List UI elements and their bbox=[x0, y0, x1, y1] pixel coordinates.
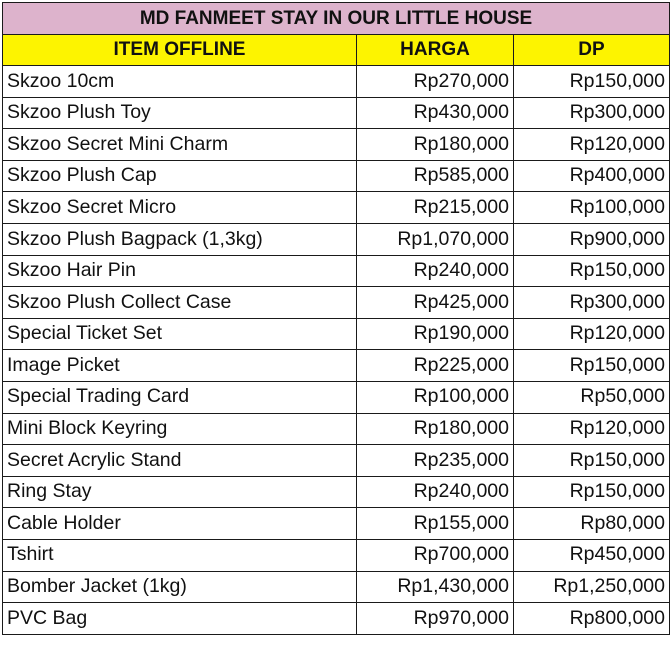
harga-cell: Rp700,000 bbox=[357, 539, 514, 571]
harga-cell: Rp180,000 bbox=[357, 413, 514, 445]
dp-cell: Rp800,000 bbox=[514, 603, 670, 635]
harga-cell: Rp970,000 bbox=[357, 603, 514, 635]
item-name-cell: Skzoo Secret Micro bbox=[3, 192, 357, 224]
column-header-item: ITEM OFFLINE bbox=[3, 35, 357, 66]
table-row bbox=[3, 571, 670, 603]
harga-cell: Rp1,070,000 bbox=[357, 223, 514, 255]
item-name-cell: Skzoo Hair Pin bbox=[3, 255, 357, 287]
harga-cell: Rp155,000 bbox=[357, 508, 514, 540]
table-row bbox=[3, 350, 670, 382]
harga-cell: Rp425,000 bbox=[357, 287, 514, 319]
dp-cell: Rp150,000 bbox=[514, 350, 670, 382]
item-name-cell: PVC Bag bbox=[3, 603, 357, 635]
table-row bbox=[3, 223, 670, 255]
dp-cell: Rp300,000 bbox=[514, 287, 670, 319]
dp-cell: Rp80,000 bbox=[514, 508, 670, 540]
column-header-harga: HARGA bbox=[357, 35, 514, 66]
table-row bbox=[3, 318, 670, 350]
harga-cell: Rp240,000 bbox=[357, 476, 514, 508]
item-name-cell: Image Picket bbox=[3, 350, 357, 382]
item-name-cell: Ring Stay bbox=[3, 476, 357, 508]
table-row bbox=[3, 413, 670, 445]
table-row bbox=[3, 381, 670, 413]
item-name-cell: Mini Block Keyring bbox=[3, 413, 357, 445]
item-name-cell: Skzoo Plush Cap bbox=[3, 160, 357, 192]
table-row bbox=[3, 287, 670, 319]
dp-cell: Rp50,000 bbox=[514, 381, 670, 413]
dp-cell: Rp300,000 bbox=[514, 97, 670, 129]
table-row bbox=[3, 445, 670, 477]
dp-cell: Rp150,000 bbox=[514, 66, 670, 98]
item-name-cell: Special Ticket Set bbox=[3, 318, 357, 350]
item-name-cell: Skzoo 10cm bbox=[3, 66, 357, 98]
dp-cell: Rp120,000 bbox=[514, 318, 670, 350]
header-row bbox=[3, 35, 670, 66]
dp-cell: Rp150,000 bbox=[514, 445, 670, 477]
dp-cell: Rp100,000 bbox=[514, 192, 670, 224]
dp-cell: Rp1,250,000 bbox=[514, 571, 670, 603]
item-name-cell: Skzoo Secret Mini Charm bbox=[3, 129, 357, 161]
harga-cell: Rp430,000 bbox=[357, 97, 514, 129]
table-row bbox=[3, 508, 670, 540]
item-name-cell: Skzoo Plush Toy bbox=[3, 97, 357, 129]
harga-cell: Rp240,000 bbox=[357, 255, 514, 287]
table-row bbox=[3, 129, 670, 161]
harga-cell: Rp235,000 bbox=[357, 445, 514, 477]
dp-cell: Rp150,000 bbox=[514, 255, 670, 287]
item-name-cell: Cable Holder bbox=[3, 508, 357, 540]
table-row bbox=[3, 97, 670, 129]
harga-cell: Rp1,430,000 bbox=[357, 571, 514, 603]
table-row bbox=[3, 539, 670, 571]
table-row bbox=[3, 192, 670, 224]
harga-cell: Rp585,000 bbox=[357, 160, 514, 192]
table-row bbox=[3, 603, 670, 635]
harga-cell: Rp100,000 bbox=[357, 381, 514, 413]
column-header-dp: DP bbox=[514, 35, 670, 66]
dp-cell: Rp400,000 bbox=[514, 160, 670, 192]
sheet-title: MD FANMEET STAY IN OUR LITTLE HOUSE bbox=[3, 3, 670, 35]
item-name-cell: Secret Acrylic Stand bbox=[3, 445, 357, 477]
item-name-cell: Tshirt bbox=[3, 539, 357, 571]
harga-cell: Rp270,000 bbox=[357, 66, 514, 98]
harga-cell: Rp180,000 bbox=[357, 129, 514, 161]
item-name-cell: Special Trading Card bbox=[3, 381, 357, 413]
table-body bbox=[3, 66, 670, 635]
table-row bbox=[3, 255, 670, 287]
item-name-cell: Skzoo Plush Bagpack (1,3kg) bbox=[3, 223, 357, 255]
item-name-cell: Skzoo Plush Collect Case bbox=[3, 287, 357, 319]
table-row bbox=[3, 476, 670, 508]
harga-cell: Rp190,000 bbox=[357, 318, 514, 350]
item-name-cell: Bomber Jacket (1kg) bbox=[3, 571, 357, 603]
dp-cell: Rp150,000 bbox=[514, 476, 670, 508]
price-list-table bbox=[2, 2, 670, 635]
table-row bbox=[3, 160, 670, 192]
dp-cell: Rp450,000 bbox=[514, 539, 670, 571]
harga-cell: Rp225,000 bbox=[357, 350, 514, 382]
dp-cell: Rp900,000 bbox=[514, 223, 670, 255]
dp-cell: Rp120,000 bbox=[514, 129, 670, 161]
dp-cell: Rp120,000 bbox=[514, 413, 670, 445]
harga-cell: Rp215,000 bbox=[357, 192, 514, 224]
table-row bbox=[3, 66, 670, 98]
title-row bbox=[3, 3, 670, 35]
